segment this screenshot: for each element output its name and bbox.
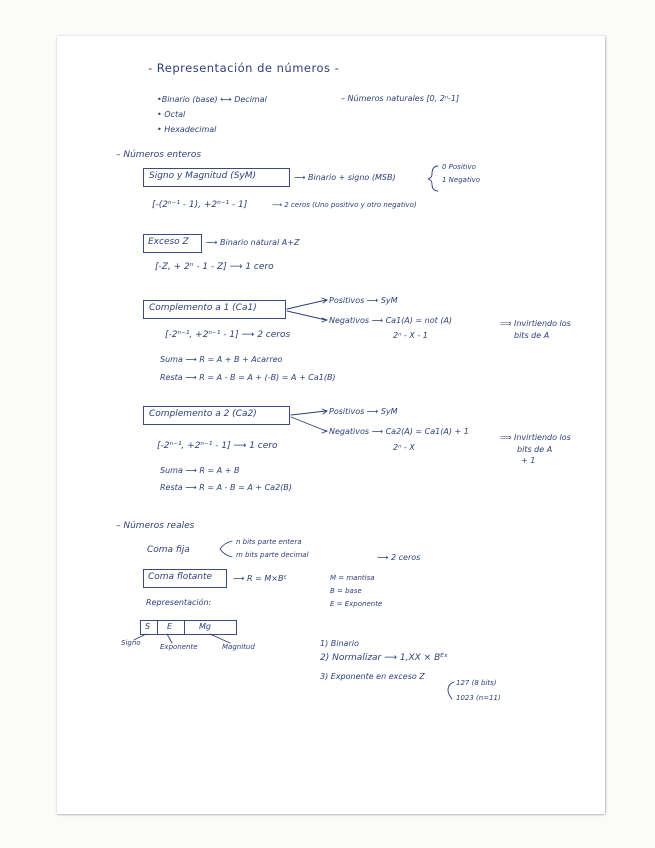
dos-ceros: ⟶ 2 ceros: [377, 553, 421, 562]
ca2-invert-3: + 1: [521, 456, 536, 465]
coma-fija: Coma fija: [147, 545, 190, 555]
sym-desc: ⟶ Binario + signo (MSB): [294, 173, 396, 182]
ca2-suma: Suma ⟶ R = A + B: [160, 466, 240, 475]
ca2-neg-formula: 2ⁿ - X: [393, 443, 415, 452]
ca1-neg: Negativos ⟶ Ca1(A) = not (A): [329, 316, 453, 325]
ca1-pos: Positivos ⟶ SyM: [329, 296, 398, 305]
label-signo: Signo: [121, 639, 141, 647]
ca1-suma: Suma ⟶ R = A + B + Acarreo: [160, 355, 283, 364]
ca1-invert: ⟹ Invirtiendo los: [500, 319, 571, 328]
ca2-neg: Negativos ⟶ Ca2(A) = Ca1(A) + 1: [329, 427, 469, 436]
naturales-line: – Números naturales [0, 2ⁿ-1]: [341, 94, 460, 103]
step-1: 1) Binario: [320, 639, 359, 648]
step-2: 2) Normalizar ⟶ 1,XX × Bᴱˣ: [320, 653, 448, 663]
exponente-def: E = Exponente: [330, 600, 383, 608]
field-mg: Mg: [199, 622, 211, 631]
ca1-neg-formula: 2ⁿ - X - 1: [393, 331, 428, 340]
z-127: 127 (8 bits): [456, 679, 497, 687]
exceso-range: [-Z, + 2ⁿ - 1 - Z] ⟶ 1 cero: [155, 262, 274, 272]
page-title: - Representación de números -: [148, 61, 340, 75]
exceso-box-label: Exceso Z: [148, 237, 189, 247]
field-s: S: [141, 621, 158, 634]
ca2-invert-2: bits de A: [517, 445, 553, 454]
sym-range: [-(2ⁿ⁻¹ - 1), +2ⁿ⁻¹ - 1]: [152, 200, 248, 210]
representacion: Representación:: [146, 598, 212, 607]
ca2-pos: Positivos ⟶ SyM: [329, 407, 398, 416]
ca1-resta: Resta ⟶ R = A - B = A + (-B) = A + Ca1(B): [160, 373, 336, 382]
exceso-desc: ⟶ Binario natural A+Z: [206, 238, 300, 247]
reales-heading: – Números reales: [116, 521, 195, 531]
field-e: E: [158, 621, 185, 634]
ca2-box-label: Complemento a 2 (Ca2): [149, 409, 257, 419]
step-3: 3) Exponente en exceso Z: [320, 672, 425, 681]
bit-fields: [140, 620, 237, 635]
mantisa: M = mantisa: [330, 574, 375, 582]
hexa-line: • Hexadecimal: [157, 125, 217, 134]
label-magnitud: Magnitud: [222, 643, 255, 651]
m-bits: m bits parte decimal: [236, 551, 309, 559]
coma-flotante: Coma flotante: [148, 572, 213, 582]
binario-line: •Binario (base) ⟷ Decimal: [157, 95, 267, 104]
label-exponente: Exponente: [160, 643, 198, 651]
ca2-invert: ⟹ Invirtiendo los: [500, 433, 571, 442]
ca1-range: [-2ⁿ⁻¹, +2ⁿ⁻¹ - 1] ⟶ 2 ceros: [165, 330, 291, 340]
sym-note: ⟶ 2 ceros (Uno positivo y otro negativo): [272, 201, 417, 209]
ca1-invert-2: bits de A: [514, 331, 550, 340]
ca2-resta: Resta ⟶ R = A - B = A + Ca2(B): [160, 483, 292, 492]
sym-box-label: Signo y Magnitud (SyM): [149, 171, 257, 181]
octal-line: • Octal: [157, 110, 186, 119]
enteros-heading: – Números enteros: [116, 150, 202, 160]
ca1-box-label: Complemento a 1 (Ca1): [149, 303, 257, 313]
formula: ⟶ R = M×Bᴱ: [233, 574, 287, 583]
base: B = base: [330, 587, 362, 595]
n-bits: n bits parte entera: [236, 538, 302, 546]
z-1023: 1023 (n=11): [456, 694, 501, 702]
sym-pos: 0 Positivo: [442, 163, 476, 171]
sym-neg: 1 Negativo: [442, 176, 481, 184]
ca2-range: [-2ⁿ⁻¹, +2ⁿ⁻¹ - 1] ⟶ 1 cero: [157, 441, 278, 451]
